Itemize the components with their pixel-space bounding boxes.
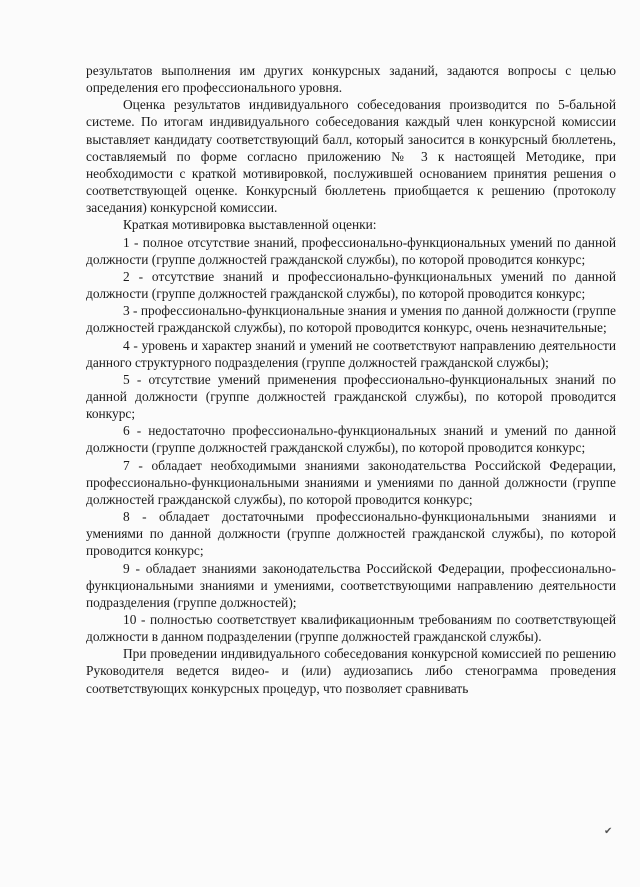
list-item-score-5: 5 - отсутствие умений применения профессионально-функциональных знаний по данной должности (группе должностей гражданской службы), по которой проводится конкурс; bbox=[86, 371, 616, 422]
list-item-score-2: 2 - отсутствие знаний и профессионально-функциональных умений по данной должности (группе должностей гражданской службы), по которой проводится конкурс; bbox=[86, 268, 616, 302]
paragraph-continuation: результатов выполнения им других конкурсных заданий, задаются вопросы с целью определения его профессионального уровня. bbox=[86, 63, 616, 96]
document-body bbox=[86, 62, 616, 697]
paragraph-evaluation: Оценка результатов индивидуального собеседования производится по 5-бальной системе. По итогам индивидуального собеседования каждый член конкурсной комиссии выставляет кандидату соответствующий балл, который заносится в конкурсный бюллетень, составляемый по форме согласно приложению № 3 к настоящей Методике, при необходимости с краткой мотивировкой, послужившей основанием принятия решения о соответствующей оценке. Конкурсный бюллетень приобщается к решению (протоколу заседания) конкурсной комиссии. bbox=[86, 97, 616, 216]
list-item-score-3: 3 - профессионально-функциональные знания и умения по данной должности (группе должностей гражданской службы), по которой проводится конкурс, очень незначительные; bbox=[86, 303, 616, 336]
list-item-score-7: 7 - обладает необходимыми знаниями законодательства Российской Федерации, профессионально-функциональными знаниями и умениями по данной должности (группе должностей гражданской службы), по которой проводится конкурс; bbox=[86, 457, 616, 507]
list-item-score-10: 10 - полностью соответствует квалификационным требованиям по соответствующей должности в данном подразделении (группе должностей гражданской службы). bbox=[86, 612, 616, 645]
scan-mark: ✔ bbox=[604, 826, 613, 837]
paragraph-recording: При проведении индивидуального собеседования конкурсной комиссией по решению Руководителя ведется видео- и (или) аудиозапись либо стенограмма проведения соответствующих конкурсных процедур, что позволяет сравнивать bbox=[86, 646, 616, 696]
list-item-score-4: 4 - уровень и характер знаний и умений не соответствуют направлению деятельности данного структурного подразделения (группе должностей гражданской службы); bbox=[86, 337, 616, 370]
paragraph-motivation-heading: Краткая мотивировка выставленной оценки: bbox=[123, 217, 377, 233]
list-item-score-6: 6 - недостаточно профессионально-функциональных знаний и умений по данной должности (группе должностей гражданской службы), по которой проводится конкурс; bbox=[86, 423, 616, 456]
list-item-score-9: 9 - обладает знаниями законодательства Российской Федерации, профессионально-функциональными знаниями и умениями, соответствующими направлению деятельности подразделения (группе должностей); bbox=[86, 560, 616, 610]
list-item-score-1: 1 - полное отсутствие знаний, профессионально-функциональных умений по данной должности (группе должностей гражданской службы), по которой проводится конкурс; bbox=[86, 234, 616, 267]
list-item-score-8: 8 - обладает достаточными профессионально-функциональными знаниями и умениями по данной должности (группе должностей гражданской службы), по которой проводится конкурс; bbox=[86, 509, 616, 559]
